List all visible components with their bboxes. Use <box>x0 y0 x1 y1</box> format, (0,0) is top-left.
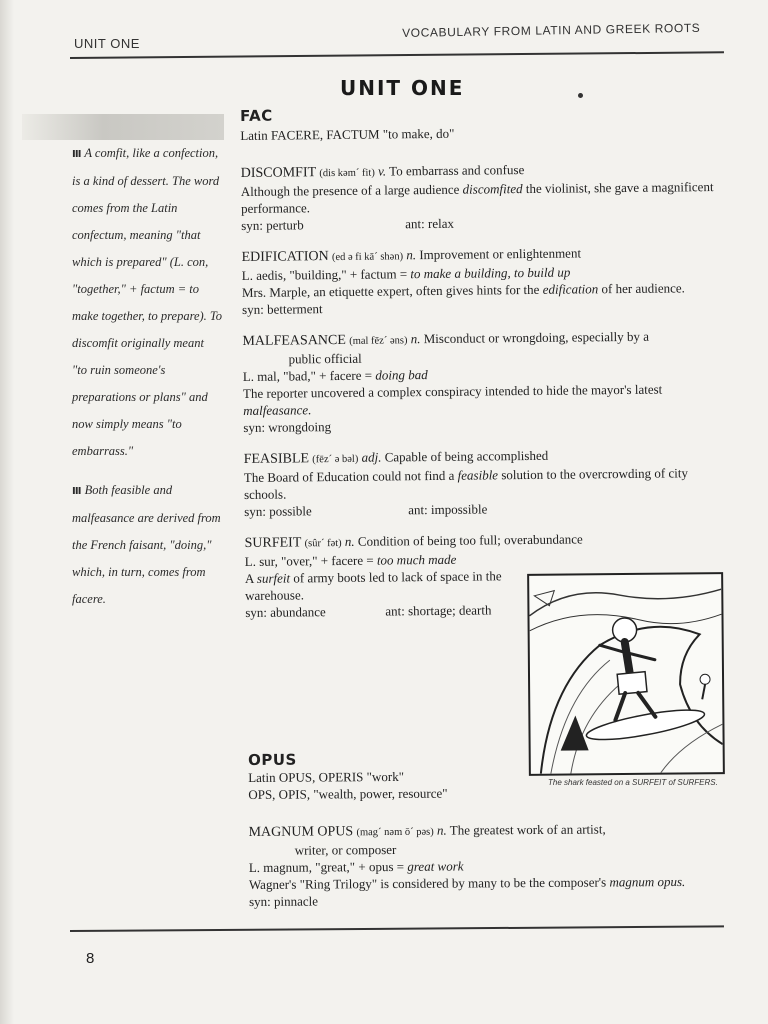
entry-synonym: syn: perturb <box>241 217 304 233</box>
entry-definition-continued: writer, or composer <box>294 841 397 858</box>
entry-term: MAGNUM OPUS <box>248 824 354 840</box>
header-rule <box>70 51 724 59</box>
entry-example: Although the presence of a large audience discomfited the violinist, she gave a magnificent performance. <box>240 179 714 216</box>
entry-synonym: syn: abundance <box>245 604 326 620</box>
entry-example: The Board of Education could not find a feasible solution to the overcrowding of city schools. <box>243 465 689 502</box>
entry-pronunciation: (sûr´ fət) <box>304 537 342 550</box>
entry-etymology: L. magnum, "great," + opus = great work <box>248 858 464 875</box>
entry-part-of-speech: v. <box>377 163 387 179</box>
entry-part-of-speech: n. <box>410 331 421 347</box>
entry-definition-continued: public official <box>288 350 362 367</box>
root-heading: OPUS <box>247 750 297 769</box>
entry-example: The reporter uncovered a complex conspiracy intended to hide the mayor's latest malfeasance. <box>242 381 663 418</box>
root-origin: Latin OPUS, OPERIS "work" <box>248 768 405 785</box>
entry-term: FEASIBLE <box>243 451 310 467</box>
entry-antonym: ant: relax <box>405 215 455 232</box>
entry-term: EDIFICATION <box>241 249 329 265</box>
entry-etymology: L. sur, "over," + facere = too much made <box>244 551 457 569</box>
entry-pronunciation: (ed ə fi kā´ shən) <box>331 251 404 264</box>
entry-term: MALFEASANCE <box>242 332 346 349</box>
sidebar-note <box>72 140 222 465</box>
vocab-entry-malfeasance <box>242 327 721 436</box>
entry-definition: Misconduct or wrongdoing, especially by a <box>423 328 650 347</box>
running-header-right: VOCABULARY FROM LATIN AND GREEK ROOTS <box>402 20 701 40</box>
page-title: UNIT ONE <box>340 76 465 100</box>
entry-definition: Condition of being too full; overabundance <box>357 531 583 549</box>
root-origin: Latin FACERE, FACTUM "to make, do" <box>240 125 455 143</box>
footer-rule <box>70 925 724 932</box>
root-heading: FAC <box>239 106 273 125</box>
opus-section <box>248 749 719 910</box>
root-origin-secondary: OPS, OPIS, "wealth, power, resource" <box>248 785 448 802</box>
fac-section <box>240 103 723 621</box>
entry-example: Wagner's "Ring Trilogy" is considered by many to be the composer's magnum opus. <box>248 873 686 892</box>
note-marker-icon: Ⅲ <box>72 149 82 160</box>
vocab-entry-feasible <box>244 445 723 520</box>
vocab-entry-magnum-opus <box>248 820 719 910</box>
entry-synonym: syn: betterment <box>242 301 323 317</box>
page-edge-shadow <box>0 0 14 1024</box>
running-header-left: UNIT ONE <box>74 36 140 51</box>
entry-antonym: ant: shortage; dearth <box>385 602 492 619</box>
sidebar-note <box>72 477 222 613</box>
page-number: 8 <box>86 950 95 967</box>
entry-part-of-speech: n. <box>436 822 447 838</box>
entry-pronunciation: (dis kəm´ fit) <box>319 167 375 180</box>
note-marker-icon: Ⅲ <box>72 486 82 497</box>
entry-part-of-speech: n. <box>406 247 417 263</box>
entry-term: DISCOMFIT <box>240 165 317 181</box>
sidebar-notes <box>72 140 222 625</box>
stray-mark <box>578 93 583 98</box>
entry-example: A surfeit of army boots led to lack of space in the warehouse. <box>244 568 502 603</box>
entry-etymology: L. mal, "bad," + facere = doing bad <box>242 367 428 384</box>
entry-definition: To embarrass and confuse <box>389 162 525 179</box>
entry-part-of-speech: n. <box>344 533 355 549</box>
entry-definition: Improvement or enlightenment <box>419 245 582 263</box>
surfer-shark-drawing <box>529 574 723 774</box>
illustration-caption: The shark feasted on a SURFEIT of SURFERS. <box>548 778 718 787</box>
entry-pronunciation: (fēz´ ə bəl) <box>312 453 359 466</box>
entry-pronunciation: (mag´ nəm ō´ pəs) <box>356 826 434 839</box>
entry-etymology: L. aedis, "building," + factum = to make a building, to build up <box>241 264 571 283</box>
entry-definition: Capable of being accomplished <box>384 447 549 465</box>
sidebar-shade <box>22 114 224 140</box>
entry-definition: The greatest work of an artist, <box>449 821 606 838</box>
entry-synonym: syn: wrongdoing <box>243 419 332 435</box>
entry-part-of-speech: adj. <box>361 449 382 465</box>
entry-example: Mrs. Marple, an etiquette expert, often gives hints for the edification of her audience. <box>241 280 685 300</box>
entry-synonym: syn: possible <box>244 503 312 519</box>
entry-term: SURFEIT <box>244 535 302 551</box>
entry-antonym: ant: impossible <box>408 501 488 518</box>
note-text: Both feasible and malfeasance are derived from the French faisant, "doing," which, in turn, comes from facere. <box>72 483 221 606</box>
vocab-entry-edification <box>241 243 720 318</box>
entry-synonym: syn: pinnacle <box>248 893 319 909</box>
note-text: A comfit, like a confection, is a kind of dessert. The word comes from the Latin confectum, meaning "that which is prepared" (L. con, "together," + factum = to make together, to prepare). To discomfit originally meant "to ruin someone's preparations or plans" and now simply means "to embarrass." <box>72 146 222 458</box>
entry-pronunciation: (mal fēz´ əns) <box>349 335 408 347</box>
surfer-shark-illustration <box>527 572 725 776</box>
vocab-entry-discomfit <box>241 159 720 234</box>
